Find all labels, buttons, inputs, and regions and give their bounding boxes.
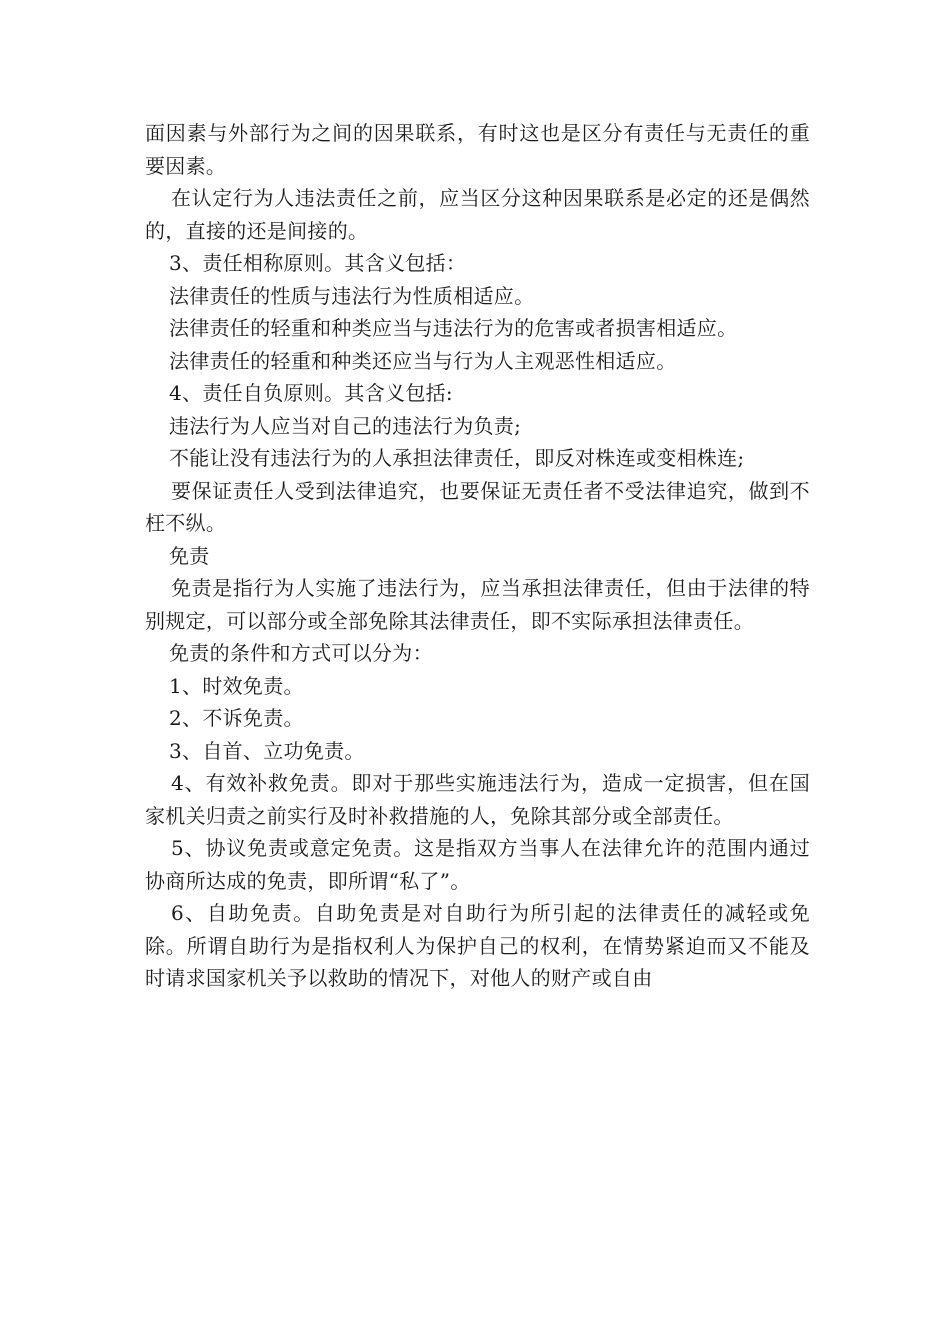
paragraph: 法律责任的性质与违法行为性质相适应。 xyxy=(169,283,535,308)
list-item: 6、自助免责。自助免责是对自助行为所引起的法律责任的减轻或免除。所谓自助行为是指权利人为保护自己的权利，在情势紧迫而又不能及时请求国家机关予以救助的情况下，对他人的财产或自由 xyxy=(145,901,810,990)
list-item: 4、有效补救免责。即对于那些实施违法行为，造成一定损害，但在国家机关归责之前实行及时补救措施的人，免除其部分或全部责任。 xyxy=(145,771,810,828)
paragraph: 4、责任自负原则。其含义包括: xyxy=(169,381,453,405)
paragraph: 违法行为人应当对自己的违法行为负责; xyxy=(169,413,522,438)
paragraph: 不能让没有违法行为的人承担法律责任，即反对株连或变相株连; xyxy=(169,446,745,470)
paragraph: 法律责任的轻重和种类还应当与行为人主观恶性相适应。 xyxy=(169,348,677,373)
paragraph: 免责的条件和方式可以分为： xyxy=(169,641,433,665)
list-item: 2、不诉免责。 xyxy=(169,706,304,730)
paragraph: 在认定行为人违法责任之前，应当区分这种因果联系是必定的还是偶然的，直接的还是间接的。 xyxy=(145,186,810,243)
document-body xyxy=(145,117,810,995)
paragraph: 法律责任的轻重和种类应当与违法行为的危害或者损害相适应。 xyxy=(169,316,738,340)
list-item: 5、协议免责或意定免责。这是指双方当事人在法律允许的范围内通过协商所达成的免责，即所谓“私了”。 xyxy=(145,836,810,893)
paragraph: 要保证责任人受到法律追究，也要保证无责任者不受法律追究，做到不枉不纵。 xyxy=(145,478,810,535)
section-heading: 免责 xyxy=(169,543,210,568)
list-item: 3、自首、立功免责。 xyxy=(169,738,365,763)
list-item: 1、时效免责。 xyxy=(169,673,304,698)
paragraph: 面因素与外部行为之间的因果联系，有时这也是区分有责任与无责任的重要因素。 xyxy=(145,121,810,178)
paragraph: 免责是指行为人实施了违法行为，应当承担法律责任，但由于法律的特别规定，可以部分或全部免除其法律责任，即不实际承担法律责任。 xyxy=(145,576,810,633)
paragraph: 3、责任相称原则。其含义包括： xyxy=(169,251,467,275)
